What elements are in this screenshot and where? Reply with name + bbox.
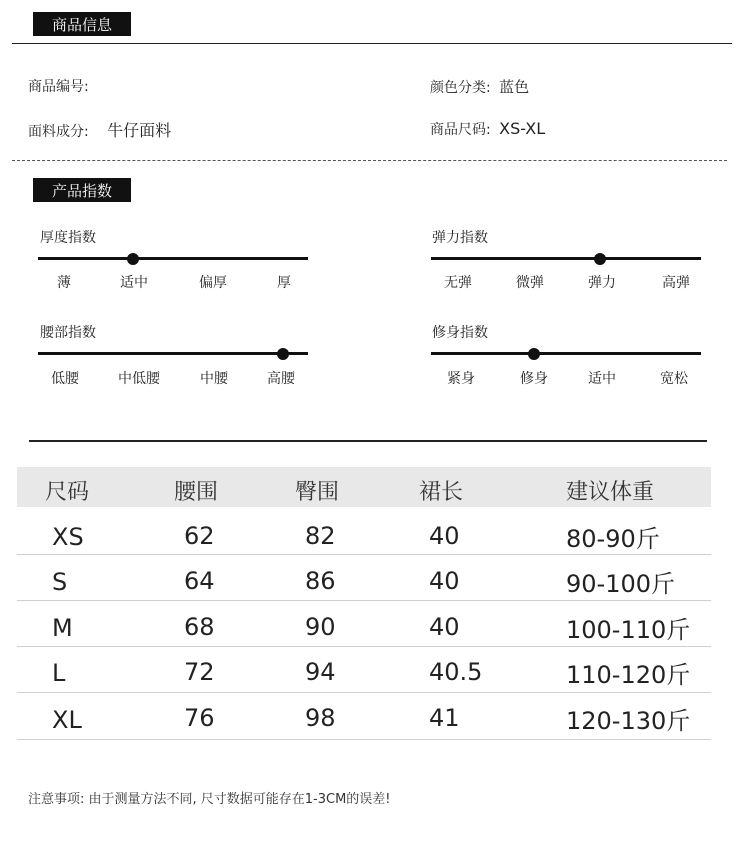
table-cell: 120-130斤: [566, 707, 691, 735]
color-category-label: 颜色分类:: [430, 80, 491, 96]
index-option: 适中: [120, 275, 148, 291]
table-cell: 100-110斤: [566, 616, 691, 644]
table-cell: XS: [52, 523, 84, 551]
table-cell: 41: [429, 704, 460, 732]
product-info-tag-label: 商品信息: [51, 15, 112, 34]
table-cell: 86: [305, 567, 336, 595]
index-option: 适中: [588, 371, 616, 387]
row-divider: [17, 646, 711, 647]
index-option: 中低腰: [118, 371, 160, 387]
section-divider-top: [12, 43, 732, 44]
index-option: 宽松: [660, 371, 688, 387]
table-cell: 40: [429, 567, 460, 595]
table-cell: 80-90斤: [566, 525, 660, 553]
index-marker: [277, 348, 289, 360]
color-category-value: 蓝色: [499, 78, 530, 96]
index-title: 厚度指数: [40, 230, 96, 246]
table-cell: 94: [305, 658, 336, 686]
product-code: [28, 76, 97, 96]
index-title: 腰部指数: [40, 325, 96, 341]
measurement-note: 注意事项: 由于测量方法不同, 尺寸数据可能存在1-3CM的误差!: [28, 792, 391, 807]
header-hip: 臀围: [295, 480, 340, 505]
product-index-tag-label: 产品指数: [51, 181, 112, 200]
header-skirt-length: 裙长: [419, 480, 464, 505]
index-option: 偏厚: [199, 275, 227, 291]
index-track: [38, 257, 308, 260]
index-option: 微弹: [516, 275, 544, 291]
index-option: 低腰: [51, 371, 79, 387]
fabric-composition-label: 面料成分:: [28, 124, 89, 140]
table-cell: 90: [305, 613, 336, 641]
table-cell: 72: [184, 658, 215, 686]
table-cell: 40: [429, 613, 460, 641]
product-size-range-value: XS-XL: [499, 119, 546, 138]
table-cell: 90-100斤: [566, 570, 676, 598]
table-cell: 68: [184, 613, 215, 641]
fabric-composition-value: 牛仔面料: [107, 121, 172, 140]
index-option: 修身: [520, 371, 548, 387]
index-option: 高弹: [662, 275, 690, 291]
table-cell: 40.5: [429, 658, 483, 686]
index-option: 无弹: [444, 275, 472, 291]
table-cell: 62: [184, 522, 215, 550]
index-option: 中腰: [200, 371, 228, 387]
table-cell: S: [52, 568, 68, 596]
index-track: [38, 352, 308, 355]
table-cell: 76: [184, 704, 215, 732]
header-waist: 腰围: [174, 480, 219, 505]
table-cell: 98: [305, 704, 336, 732]
index-option: 紧身: [447, 371, 475, 387]
fabric-composition: [28, 118, 171, 141]
color-category: [430, 76, 529, 97]
index-marker: [594, 253, 606, 265]
index-title: 弹力指数: [432, 230, 488, 246]
index-track: [431, 352, 701, 355]
index-option: 薄: [57, 275, 71, 291]
row-divider: [17, 692, 711, 693]
table-cell: 110-120斤: [566, 661, 691, 689]
table-cell: M: [52, 614, 73, 642]
product-index-tag: [33, 178, 131, 202]
product-size-range-label: 商品尺码:: [430, 122, 491, 138]
row-divider: [17, 739, 711, 740]
header-size: 尺码: [45, 480, 90, 505]
dashed-divider: [12, 160, 727, 161]
table-top-divider: [29, 440, 707, 442]
index-option: 厚: [277, 275, 291, 291]
table-cell: 64: [184, 567, 215, 595]
row-divider: [17, 600, 711, 601]
index-option: 高腰: [267, 371, 295, 387]
index-title: 修身指数: [432, 325, 488, 341]
table-cell: XL: [52, 706, 82, 734]
table-cell: L: [52, 659, 66, 687]
index-option: 弹力: [588, 275, 616, 291]
header-suggested-weight: 建议体重: [566, 480, 655, 505]
index-marker: [528, 348, 540, 360]
product-code-label: 商品编号:: [28, 79, 89, 95]
product-info-tag: [33, 12, 131, 36]
product-size-range: [430, 119, 545, 139]
index-marker: [127, 253, 139, 265]
row-divider: [17, 554, 711, 555]
table-cell: 40: [429, 522, 460, 550]
table-cell: 82: [305, 522, 336, 550]
index-track: [431, 257, 701, 260]
